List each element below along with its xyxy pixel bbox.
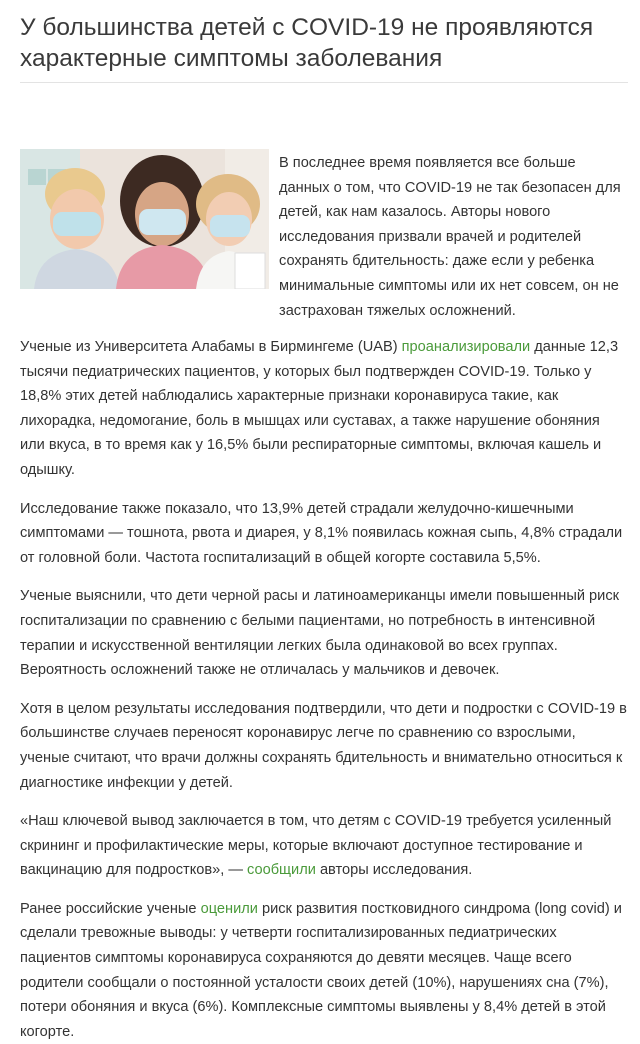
paragraph-6-text-end: риск развития постковидного синдрома (long covid) и сделали тревожные выводы: у четверти госпитализированных педиатрических пациентов симптомы коронавируса сохраняются до девяти месяцев. Чаще всего родители сообщали о постоянной усталости своих детей (10%), нарушениях сна (7%), потери обоняния и вкуса (6%). Комплексные симптомы выявлены у 8,4% детей в этой когорте. bbox=[20, 900, 622, 1040]
assessed-link[interactable]: оценили bbox=[200, 900, 258, 917]
analyzed-link[interactable]: проанализировали bbox=[401, 339, 531, 355]
paragraph-5-text-start: «Наш ключевой вывод заключается в том, что детям с COVID-19 требуется усиленный скрининг и профилактические меры, которые включают доступное тестирование и вакцинацию для подростков», — bbox=[20, 813, 612, 879]
title-divider bbox=[20, 82, 628, 83]
article-title: У большинства детей с COVID-19 не проявляются характерные симптомы заболевания bbox=[20, 14, 594, 72]
paragraph-3: Ученые выяснили, что дети черной расы и латиноамериканцы имели повышенный риск госпитализации по сравнению с белыми пациентами, но потребность в интенсивной терапии и искусственной вентиляции легких была одинаковой во всех группах. Вероятность осложнений также не отличалась у мальчиков и девочек. bbox=[20, 588, 619, 679]
article bbox=[20, 0, 628, 1044]
paragraph-4: Хотя в целом результаты исследования подтвердили, что дети и подростки с COVID-19 в большинстве случаев переносят коронавирус легче по сравнению со взрослыми, ученые считают, что врачи должны сохранять бдительность и внимательно относиться к диагностике инфекции у детей. bbox=[20, 700, 627, 791]
paragraph-1-text-start: Ученые из Университета Алабамы в Бирмингеме (UAB) bbox=[20, 339, 402, 355]
lead-paragraph: В последнее время появляется все больше данных о том, что COVID-19 не так безопасен для детей, как нам казалось. Авторы нового исследования призвали врачей и родителей сохранять бдительность: даже если у ребенка минимальные симптомы или их нет совсем, он не застрахован тяжелых осложнений. bbox=[279, 155, 621, 319]
paragraph-5-quote bbox=[20, 809, 628, 883]
paragraph-6 bbox=[20, 897, 628, 1044]
paragraph-1 bbox=[20, 335, 628, 483]
children-in-masks-photo bbox=[20, 149, 269, 289]
paragraph-5-text-end: авторы исследования. bbox=[315, 862, 473, 879]
paragraph-6-text-start: Ранее российские ученые bbox=[20, 900, 201, 917]
paragraph-2: Исследование также показало, что 13,9% детей страдали желудочно-кишечными симптомами — тошнота, рвота и диарея, у 8,1% появилась кожная сыпь, 4,8% страдали от головной боли. Частота госпитализаций в общей когорте составила 5,5%. bbox=[20, 500, 623, 566]
article-lead bbox=[20, 149, 628, 321]
paragraph-1-text-end: данные 12,3 тысячи педиатрических пациентов, у которых был подтвержден COVID-19. Только у 18,8% этих детей наблюдались характерные признаки коронавируса такие, как лихорадка, недомогание, боль в мышцах или суставах, а также нарушение обоняния или вкуса, в то время как у 16,5% были респираторные симптомы, включая кашель и одышку. bbox=[20, 339, 619, 478]
reported-link[interactable]: сообщили bbox=[247, 862, 316, 879]
